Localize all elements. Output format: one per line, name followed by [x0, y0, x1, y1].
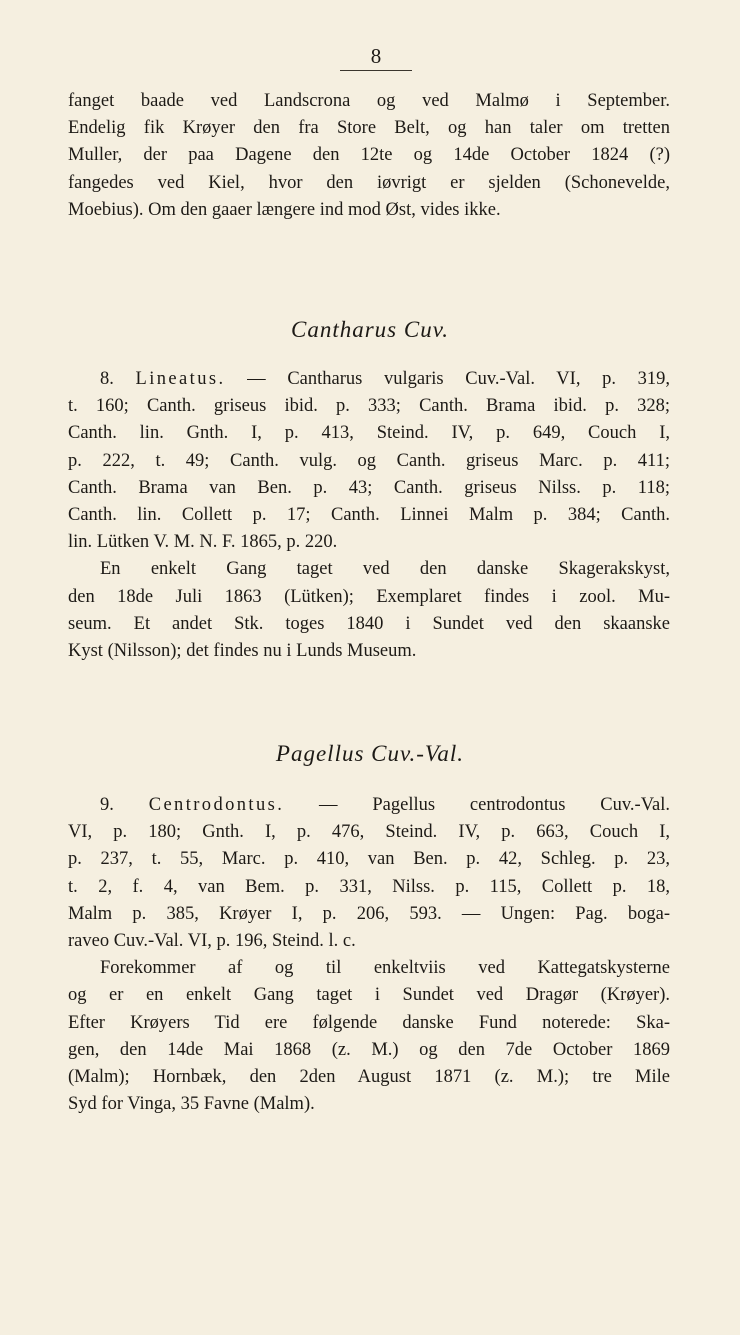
remarks-line: og er en enkelt Gang taget i Sundet ved Dragør (Krøyer).: [68, 985, 670, 1006]
synonymy-text: — Cantharus vulgaris Cuv.-Val. VI, p. 319,: [247, 369, 671, 389]
synonymy-line: Canth. lin. Gnth. I, p. 413, Steind. IV, p. 649, Couch I,: [68, 423, 670, 444]
species-entry-lineatus: [68, 366, 670, 665]
remarks-line: Syd for Vinga, 35 Favne (Malm).: [68, 1094, 315, 1115]
intro-line: Endelig fik Krøyer den fra Store Belt, og han taler om tretten: [68, 118, 670, 139]
remarks-line: den 18de Juli 1863 (Lütken); Exemplaret findes i zool. Mu-: [68, 586, 670, 607]
synonymy-line: t. 2, f. 4, van Bem. p. 331, Nilss. p. 115, Collett p. 18,: [68, 876, 670, 897]
synonymy-line: VI, p. 180; Gnth. I, p. 476, Steind. IV, p. 663, Couch I,: [68, 822, 670, 843]
remarks-line: seum. Et andet Stk. toges 1840 i Sundet ved den skaanske: [68, 613, 670, 634]
remarks-line: Forekommer af og til enkeltviis ved Kattegatskysterne: [100, 958, 670, 979]
synonymy-text: — Pagellus centrodontus Cuv.-Val.: [319, 795, 670, 815]
genus-heading-pagellus: Pagellus Cuv.-Val.: [275, 741, 465, 766]
synonymy-first-line: [68, 366, 670, 393]
synonymy-line: lin. Lütken V. M. N. F. 1865, p. 220.: [68, 532, 338, 553]
remarks-line: (Malm); Hornbæk, den 2den August 1871 (z. M.); tre Mile: [68, 1067, 670, 1088]
species-entry-centrodontus: [68, 792, 670, 1118]
species-name: Centrodontus.: [148, 795, 285, 815]
intro-line: fangedes ved Kiel, hvor den iøvrigt er sjelden (Schonevelde,: [68, 172, 670, 193]
remarks-line: Kyst (Nilsson); det findes nu i Lunds Museum.: [68, 641, 417, 662]
intro-line: Moebius). Om den gaaer længere ind mod Øst, vides ikke.: [68, 199, 501, 220]
page-number: 8: [340, 44, 412, 71]
synonymy-line: Canth. lin. Collett p. 17; Canth. Linnei Malm p. 384; Canth.: [68, 505, 670, 526]
remarks-line: En enkelt Gang taget ved den danske Skagerakskyst,: [100, 559, 670, 580]
intro-line: Muller, der paa Dagene den 12te og 14de October 1824 (?): [68, 145, 670, 166]
synonymy-line: Canth. Brama van Ben. p. 43; Canth. griseus Nilss. p. 118;: [68, 477, 670, 498]
synonymy-line: raveo Cuv.-Val. VI, p. 196, Steind. l. c.: [68, 931, 356, 952]
remarks-line: gen, den 14de Mai 1868 (z. M.) og den 7de October 1869: [68, 1039, 670, 1060]
synonymy-line: p. 237, t. 55, Marc. p. 410, van Ben. p. 42, Schleg. p. 23,: [68, 849, 670, 870]
synonymy-line: p. 222, t. 49; Canth. vulg. og Canth. griseus Marc. p. 411;: [68, 450, 670, 471]
entry-number: 9.: [100, 795, 114, 815]
intro-paragraph: [68, 88, 670, 224]
synonymy-first-line: [68, 792, 670, 819]
genus-heading-cantharus: Cantharus Cuv.: [291, 317, 449, 342]
species-name: Lineatus.: [135, 369, 226, 389]
synonymy-line: t. 160; Canth. griseus ibid. p. 333; Canth. Brama ibid. p. 328;: [68, 396, 670, 417]
remarks-line: Efter Krøyers Tid ere følgende danske Fund noterede: Ska-: [68, 1012, 670, 1033]
entry-number: 8.: [100, 369, 114, 389]
synonymy-line: Malm p. 385, Krøyer I, p. 206, 593. — Ungen: Pag. boga-: [68, 903, 670, 924]
intro-line: fanget baade ved Landscrona og ved Malmø i September.: [68, 91, 670, 111]
